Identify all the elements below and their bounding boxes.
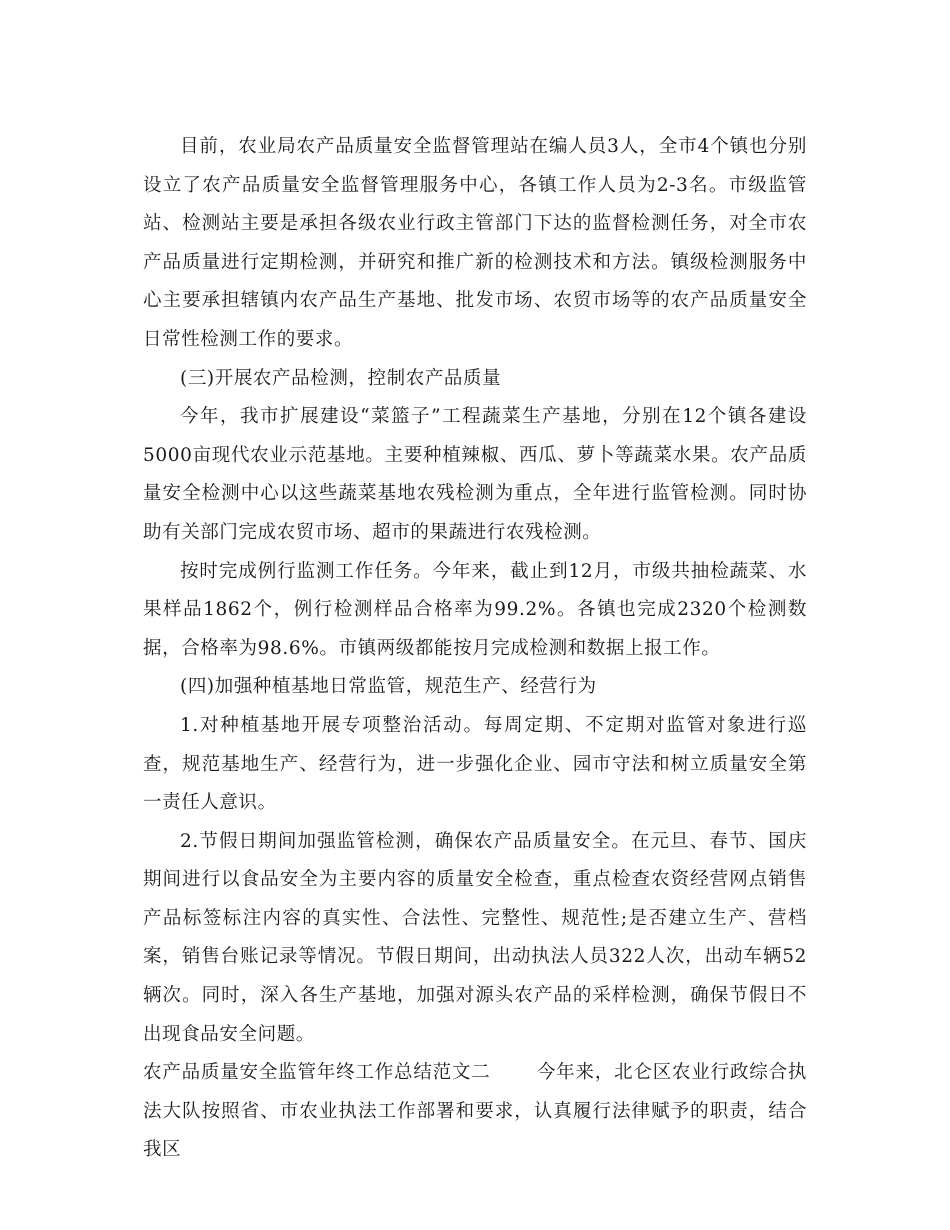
article-title: 农产品质量安全监管年终工作总结范文二: [143, 1062, 491, 1084]
heading-section-3: (三)开展农产品检测，控制农产品质量: [180, 367, 502, 389]
paragraph-second-article: [143, 1054, 807, 1170]
paragraph-routine-monitoring: 按时完成例行监测工作任务。今年来，截止到12月，市级共抽检蔬菜、水果样品1862个，例行检测样品合格率为99.2%。各镇也完成2320个检测数据，合格率为98.6%。市镇两级都能按月完成检测和数据上报工作。: [143, 560, 807, 659]
heading-section-4: (四)加强种植基地日常监管，规范生产、经营行为: [180, 676, 597, 698]
paragraph-special-rectification: 1.对种植基地开展专项整治活动。每周定期、不定期对监管对象进行巡查，规范基地生产、经营行为，进一步强化企业、园市守法和树立质量安全第一责任人意识。: [143, 714, 807, 814]
paragraph-vegetable-base: 今年，我市扩展建设“菜篮子”工程蔬菜生产基地，分别在12个镇各建设5000亩现代农业示范基地。主要种植辣椒、西瓜、萝卜等蔬菜水果。农产品质量安全检测中心以这些蔬菜基地农残检测为重点，全年进行监管检测。同时协助有关部门完成农贸市场、超市的果蔬进行农残检测。: [143, 406, 807, 543]
paragraph-holiday-inspection: 2.节假日期间加强监管检测，确保农产品质量安全。在元旦、春节、国庆期间进行以食品安全为主要内容的质量安全检查，重点检查农资经营网点销售产品标签标注内容的真实性、合法性、完整性、规范性;是否建立生产、营档案，销售台账记录等情况。节假日期间，出动执法人员322人次，出动车辆52辆次。同时，深入各生产基地，加强对源头农产品的采样检测，确保节假日不出现食品安全问题。: [143, 830, 807, 1045]
paragraph-staffing: 目前，农业局农产品质量安全监督管理站在编人员3人，全市4个镇也分别设立了农产品质量安全监督管理服务中心，各镇工作人员为2-3名。市级监管站、检测站主要是承担各级农业行政主管部门下达的监督检测任务，对全市农产品质量进行定期检测，并研究和推广新的检测技术和方法。镇级检测服务中心主要承担辖镇内农产品生产基地、批发市场、农贸市场等的农产品质量安全日常性检测工作的要求。: [143, 136, 807, 350]
article-opening: 今年来，北仑区农业行政综合执法大队按照省、市农业执法工作部署和要求，认真履行法律赋予的职责，结合我区: [143, 1062, 807, 1161]
document-body: [143, 128, 807, 1170]
